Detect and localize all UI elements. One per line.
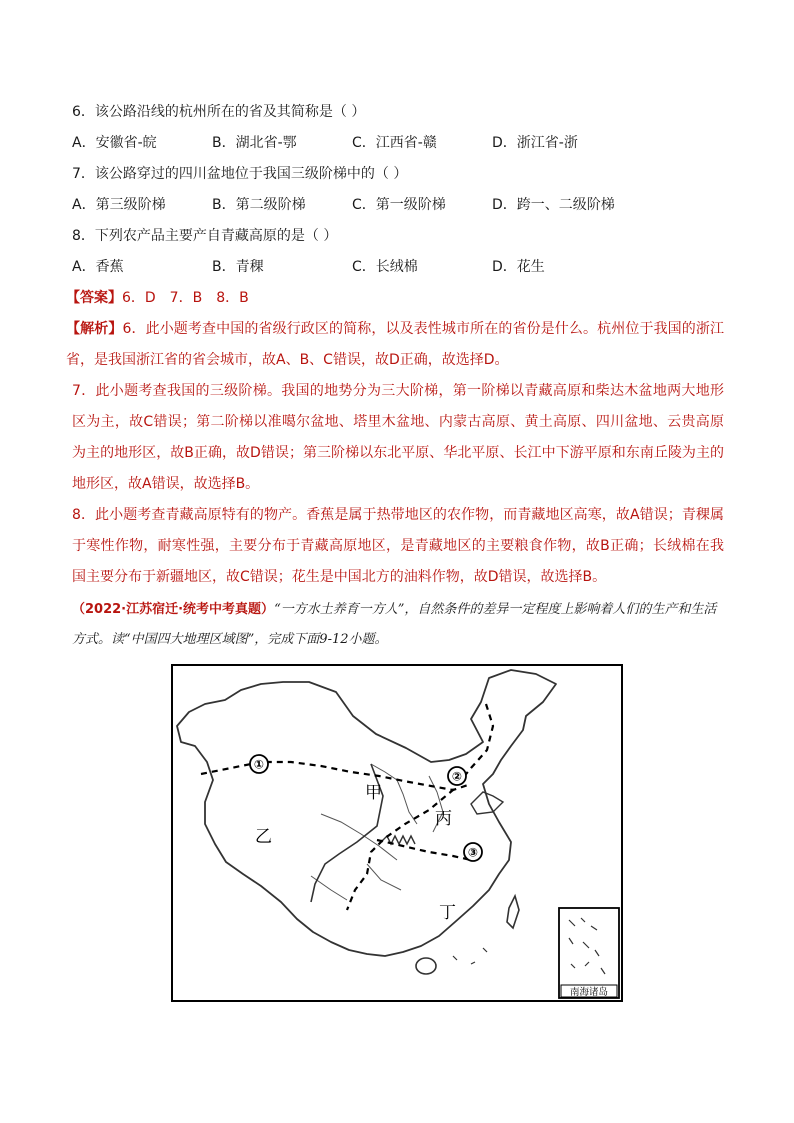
q6-option-b: B．湖北省-鄂 <box>212 135 297 151</box>
svg-text:③: ③ <box>467 845 479 860</box>
svg-text:①: ① <box>253 757 265 772</box>
analysis-6 <box>66 314 724 376</box>
analysis-7: 7．此小题考查我国的三级阶梯。我国的地势分为三大阶梯，第一阶梯以青藏高原和柴达木盆地两大地形区为主，故C错误；第二阶梯以准噶尔盆地、塔里木盆地、内蒙古高原、黄土高原、四川盆地、云贵高原为主的地形区，故B正确，故D错误；第三阶梯以东北平原、华北平原、长江中下游平原和东南丘陵为主的地形区，故A错误，故选择B。 <box>72 383 724 492</box>
analysis-label: 【解析】 <box>66 321 123 337</box>
marker-3 <box>464 843 482 861</box>
analysis-8: 8．此小题考查青藏高原特有的物产。香蕉是属于热带地区的农作物，而青藏地区高寒，故A错误；青稞属于寒性作物，耐寒性强，主要分布于青藏高原地区，是青藏地区的主要粮食作物，故B正确；长绒棉在我国主要分布于新疆地区，故C错误；花生是中国北方的油料作物，故D错误，故选择B。 <box>72 507 724 585</box>
marker-1 <box>250 755 268 773</box>
q8-option-b: B．青稞 <box>212 259 264 275</box>
section-intro <box>72 595 724 655</box>
q8-option-d: D．花生 <box>492 259 545 275</box>
region-label-bing: 丙 <box>435 809 452 829</box>
south-china-sea-inset <box>559 908 619 998</box>
answer-line <box>66 288 249 308</box>
q6-option-d: D．浙江省-浙 <box>492 135 578 151</box>
answer-text: 6．D 7．B 8．B <box>122 290 249 306</box>
inset-label: 南海诸岛 <box>569 987 609 998</box>
region-label-ding: 丁 <box>439 903 456 923</box>
q6-option-a: A．安徽省-皖 <box>72 135 157 151</box>
q6-option-c: C．江西省-赣 <box>352 135 437 151</box>
map-frame <box>172 665 622 1001</box>
answer-label: 【答案】 <box>66 290 122 306</box>
china-regions-map <box>171 664 623 1002</box>
marker-2 <box>448 767 466 785</box>
q7-option-c: C．第一级阶梯 <box>352 197 446 213</box>
q8-option-c: C．长绒棉 <box>352 259 418 275</box>
q8-option-a: A．香蕉 <box>72 259 124 275</box>
q7-option-a: A．第三级阶梯 <box>72 197 166 213</box>
q7-option-b: B．第二级阶梯 <box>212 197 306 213</box>
question-8-stem: 8．下列农产品主要产自青藏高原的是（ ） <box>72 228 338 244</box>
svg-text:②: ② <box>451 769 463 784</box>
region-label-yi: 乙 <box>255 827 272 847</box>
question-6-stem: 6．该公路沿线的杭州所在的省及其简称是（ ） <box>72 104 366 120</box>
q7-option-d: D．跨一、二级阶梯 <box>492 197 615 213</box>
region-label-jia: 甲 <box>365 783 382 803</box>
section-source: （2022·江苏宿迁·统考中考真题） <box>72 602 275 617</box>
question-7-stem: 7．该公路穿过的四川盆地位于我国三级阶梯中的（ ） <box>72 166 408 182</box>
analysis-6-text: 6．此小题考查中国的省级行政区的简称，以及表性城市所在的省份是什么。杭州位于我国的浙江省，是我国浙江省的省会城市，故A、B、C错误，故D正确，故选择D。 <box>66 321 725 368</box>
section-intro-text: “一方水土养育一方人”，自然条件的差异一定程度上影响着人们的生产和生活方式。读“中国四大地理区域图”，完成下面9-12小题。 <box>72 602 717 647</box>
